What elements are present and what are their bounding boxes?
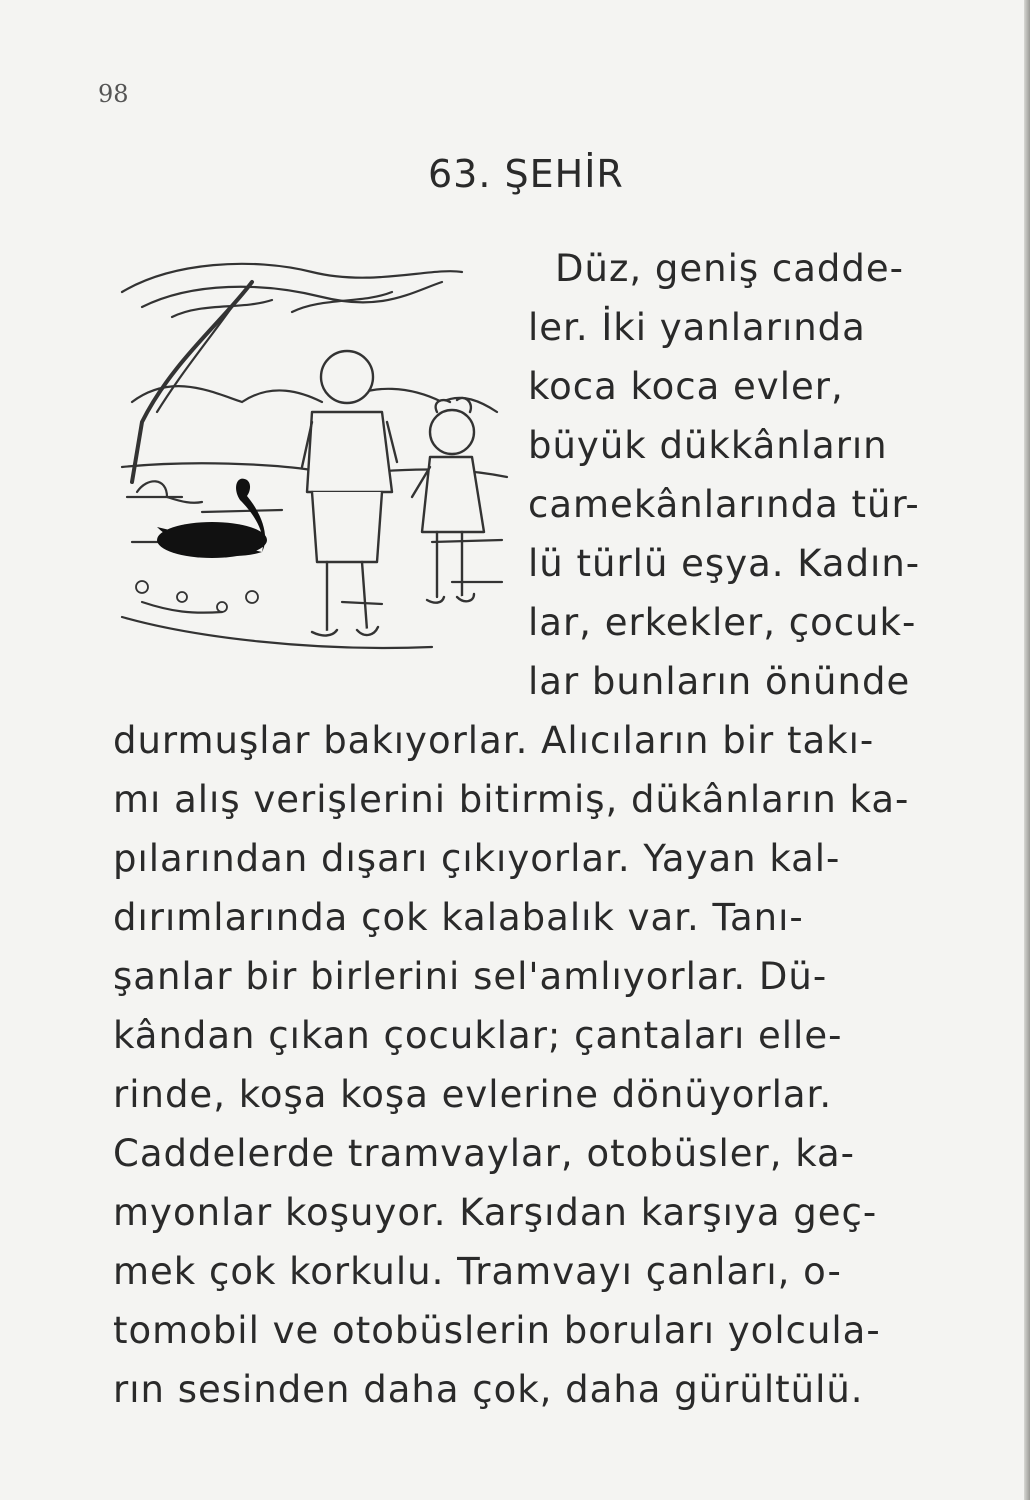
text-line: ler. İki yanlarında — [528, 306, 866, 349]
text-line: büyük dükkânların — [528, 424, 888, 467]
page-number: 98 — [98, 80, 129, 108]
page-edge — [1024, 0, 1030, 1500]
text-line: kândan çıkan çocuklar; çantaları elle- — [113, 1014, 843, 1057]
text-line: camekânlarında tür- — [528, 483, 920, 526]
text-line: lar bunların önünde — [528, 660, 911, 703]
text-line: lar, erkekler, çocuk- — [528, 601, 917, 644]
text-line: lü türlü eşya. Kadın- — [528, 542, 921, 585]
text-line: mek çok korkulu. Tramvayı çanları, o- — [113, 1250, 842, 1293]
text-line: rinde, koşa koşa evlerine dönüyorlar. — [113, 1073, 833, 1116]
text-line: Düz, geniş cadde- — [555, 247, 905, 290]
text-line: rın sesinden daha çok, daha gürültülü. — [113, 1368, 864, 1411]
text-line: myonlar koşuyor. Karşıdan karşıya geç- — [113, 1191, 878, 1234]
text-line: koca koca evler, — [528, 365, 844, 408]
text-line: tomobil ve otobüslerin boruları yolcula- — [113, 1309, 881, 1352]
text-line: dırımlarında çok kalabalık var. Tanı- — [113, 896, 804, 939]
text-line: pılarından dışarı çıkıyorlar. Yayan kal- — [113, 837, 841, 880]
page-title: 63. ŞEHİR — [428, 152, 624, 196]
text-line: şanlar bir birlerini sel'amlıyorlar. Dü- — [113, 955, 828, 998]
park-illustration — [112, 252, 524, 672]
text-line: durmuşlar bakıyorlar. Alıcıların bir takı- — [113, 719, 875, 762]
text-line: mı alış verişlerini bitirmiş, dükânların ka- — [113, 778, 910, 821]
text-line: Caddelerde tramvaylar, otobüsler, ka- — [113, 1132, 856, 1175]
